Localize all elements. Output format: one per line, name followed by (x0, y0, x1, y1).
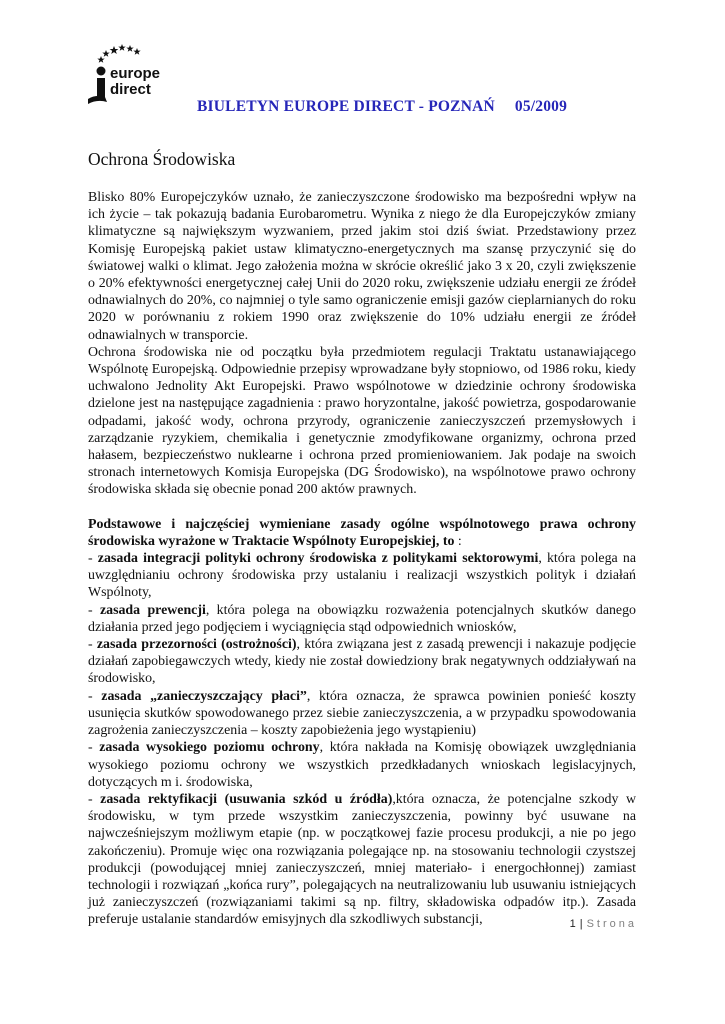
principle-name: zasada wysokiego poziomu ochrony (99, 740, 320, 756)
principle-name: zasada przezorności (ostrożności) (96, 637, 297, 653)
principle-bullet: - (88, 791, 101, 807)
principle-description: , która polega na uwzględnianiu ochrony środowiska przy ustalaniu i realizacji wszystkich polityk i działań Wspólnoty, (88, 551, 636, 601)
principle-item (88, 791, 636, 929)
principle-description: , która polega na obowiązku rozważenia potencjalnych skutków danego działania przed jego podjęciem i wyciągnięcia stąd odpowiednich wniosków, (88, 602, 636, 635)
article-body (88, 189, 636, 929)
principle-item (88, 739, 636, 791)
principle-item (88, 550, 636, 602)
paragraph-intro: Blisko 80% Europejczyków uznało, że zanieczyszczone środowisko ma bezpośredni wpływ na ich życie – tak pokazują badania Eurobarometru. Wynika z niego że dla Europejczyków zmiany klimatyczne są największym wyzwaniem, przed jakim stoi dziś świat. Przedstawiony przez Komisję Europejską pakiet ustaw klimatyczno-energetycznych ma szansę przyczynić się do światowej walki o klimat. Jego założenia można w skrócie określić jako 3 x 20, czyli zwiększenie o 20% efektywności energetycznej całej Unii do 2020 roku, zwiększenie udziału energii ze źródeł odnawialnych do 20%, co najmniej o tyle samo ograniczenie emisji gazów cieplarnianych do roku 2020 w porównaniu z rokiem 1990 oraz zwiększenie do 10% udziału energii ze źródeł odnawialnych w transporcie. (88, 190, 636, 343)
bulletin-issue: 05/2009 (514, 98, 568, 115)
europe-direct-logo-graphic (88, 44, 178, 106)
principle-bullet: - (88, 688, 102, 704)
bulletin-title: BIULETYN EUROPE DIRECT - POZNAŃ (197, 98, 495, 115)
page-label: Strona (586, 918, 637, 930)
europe-direct-logo (88, 44, 178, 106)
principle-description: , która nakłada na Komisję obowiązek uwzględniania wysokiego poziomu ochrony we wszystkich przedkładanych wnioskach legislacyjnych, dotyczących m i. środowiska, (88, 740, 636, 790)
principle-bullet: - (88, 602, 100, 618)
principles-heading-text: Podstawowe i najczęściej wymieniane zasady ogólne wspólnotowego prawa ochrony środowiska wyrażone w Traktacie Wspólnoty Europejskiej, to (88, 516, 636, 549)
article-title: Ochrona Środowiska (88, 149, 236, 169)
principle-item (88, 688, 636, 740)
principle-bullet: - (88, 740, 100, 756)
principle-bullet: - (88, 551, 98, 567)
paragraph-history: Ochrona środowiska nie od początku była przedmiotem regulacji Traktatu ustanawiającego Wspólnotę Europejską. Odpowiednie przepisy wprowadzane były stopniowo, od 1986 roku, kiedy uchwalono Jednolity Akt Europejski. Prawo wspólnotowe w dziedzinie ochrony środowiska dzielone jest na następujące zagadnienia : prawo horyzontalne, jakość powietrza, gospodarowanie odpadami, jakość wody, ochrona przyrody, ograniczenie zanieczyszczeń przemysłowych i zarządzanie ryzykiem, chemikalia i genetycznie zmodyfikowane organizmy, ochrona przed hałasem, bezpieczeństwo nuklearne i ochrona przed promieniowaniem. Jak podaje na swoich stronach internetowych Komisja Europejska (DG Środowisko), na wspólnotowe prawo ochrony środowiska składa się obecnie ponad 200 aktów prawnych. (88, 344, 636, 498)
page-footer (570, 918, 637, 930)
bulletin-header (197, 98, 567, 116)
principle-name: zasada prewencji (99, 602, 206, 618)
principles-heading (88, 516, 636, 550)
principles-heading-colon: : (454, 533, 462, 549)
principle-description: ,która oznacza, że potencjalne szkody w środowisku, w tym przede wszystkim zanieczyszczenia, powinny być usuwane na najwcześniejszym możliwym etapie (np. w początkowej fazie procesu produkcji, a nie po jego zakończeniu). Promuje więc ona rozwiązania polegające np. na stosowaniu technologii czystszej produkcji (powodującej mniej zanieczyszczeń, mniej materiało- i energochłonnej) zamiast technologii i rozwiązań „końca rury”, polegających na neutralizowaniu lub usuwaniu istniejących już zanieczyszczeń (rozwiązaniami takimi są np. filtry, składowiska odpadów itp.). Zasada preferuje ustalanie standardów emisyjnych dla szkodliwych substancji, (88, 791, 636, 928)
logo-europe-text: europe (110, 65, 161, 82)
page-number: 1 (569, 918, 576, 930)
principle-description: , która związana jest z zasadą prewencji i nakazuje podjęcie działań zapobiegawczych wtedy, kiedy nie został dowiedziony brak negatywnych oddziaływań na środowisko, (88, 637, 636, 687)
principle-name: zasada integracji polityki ochrony środowiska z politykami sektorowymi (97, 551, 539, 567)
principle-description: , która oznacza, że sprawca powinien ponieść koszty usunięcia skutków spowodowanego przez siebie zanieczyszczenia, a w przypadku spowodowania zagrożenia zanieczyszczenia – koszty zapobieżenia jego wystąpieniu) (88, 688, 636, 739)
principle-item (88, 636, 636, 688)
footer-separator: | (579, 918, 583, 930)
principle-bullet: - (88, 637, 97, 653)
principle-item (88, 602, 636, 636)
principle-name: zasada „zanieczyszczający płaci” (101, 688, 307, 704)
principle-name: zasada rektyfikacji (usuwania szkód u źródła) (100, 791, 393, 807)
logo-direct-text: direct (110, 81, 151, 98)
